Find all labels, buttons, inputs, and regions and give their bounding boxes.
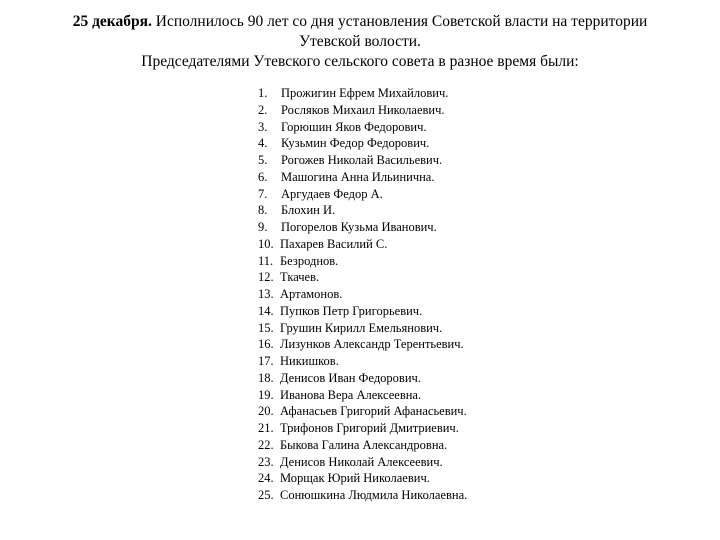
list-item <box>258 403 467 420</box>
list-item <box>258 135 467 152</box>
list-item <box>258 336 467 353</box>
list-item <box>258 119 467 136</box>
list-item-name: Прожигин Ефрем Михайлович. <box>281 86 449 100</box>
list-item <box>258 152 467 169</box>
list-item-name: Иванова Вера Алексеевна. <box>280 387 422 402</box>
list-item-name: Безроднов. <box>280 253 339 268</box>
list-item <box>258 253 467 270</box>
list-item-number: 11. <box>258 253 274 268</box>
list-item-number: 13. <box>258 287 274 301</box>
list-item <box>258 420 467 437</box>
list-item <box>258 286 467 303</box>
list-item <box>258 370 467 387</box>
list-item <box>258 303 467 320</box>
list-item-number: 6. <box>258 169 268 184</box>
list-item-number: 10. <box>258 236 274 251</box>
list-item-number: 2. <box>258 102 268 117</box>
list-item-name: Пупков Петр Григорьевич. <box>280 303 423 318</box>
list-item-name: Горюшин Яков Федорович. <box>281 119 427 134</box>
list-item-name: Лизунков Александр Терентьевич. <box>280 337 464 352</box>
list-item-name: Машогина Анна Ильинична. <box>281 169 435 184</box>
list-item-number: 12. <box>258 270 274 285</box>
list-item-name: Быкова Галина Александровна. <box>280 437 448 452</box>
list-item-number: 23. <box>258 454 274 469</box>
list-item-number: 9. <box>258 220 268 234</box>
anniversary-text: Исполнилось 90 лет со дня установления Советской власти на территории <box>155 13 648 30</box>
list-item-number: 5. <box>258 153 268 167</box>
date-label: 25 декабря. <box>72 13 152 30</box>
list-item <box>258 169 467 186</box>
list-item-number: 15. <box>258 320 274 335</box>
list-item-number: 25. <box>258 488 274 502</box>
list-item-number: 17. <box>258 354 274 368</box>
list-item-number: 19. <box>258 387 274 402</box>
document-heading <box>40 12 680 72</box>
list-item-name: Денисов Николай Алексеевич. <box>280 454 443 469</box>
list-item-name: Ткачев. <box>280 270 320 285</box>
list-item <box>258 470 467 487</box>
chairmen-list <box>258 85 467 504</box>
list-item-name: Рогожев Николай Васильевич. <box>281 153 443 167</box>
list-item <box>258 85 467 102</box>
list-item <box>258 320 467 337</box>
list-item-name: Артамонов. <box>280 287 343 301</box>
list-item <box>258 437 467 454</box>
list-item-name: Афанасьев Григорий Афанасьевич. <box>280 404 467 419</box>
list-item-number: 7. <box>258 186 268 201</box>
list-item <box>258 219 467 236</box>
list-item <box>258 487 467 504</box>
list-item-number: 4. <box>258 136 268 151</box>
heading-line-2: Утевской волости. <box>299 33 421 50</box>
list-item-name: Погорелов Кузьма Иванович. <box>281 220 437 234</box>
list-item-name: Трифонов Григорий Дмитриевич. <box>280 421 459 435</box>
list-item-number: 20. <box>258 404 274 419</box>
list-item-name: Денисов Иван Федорович. <box>280 370 421 385</box>
list-item-name: Сонюшкина Людмила Николаевна. <box>280 488 468 502</box>
list-item-name: Пахарев Василий С. <box>280 236 388 251</box>
list-item-name: Блохин И. <box>281 203 336 218</box>
list-item-name: Росляков Михаил Николаевич. <box>281 102 445 117</box>
list-item-number: 3. <box>258 119 268 134</box>
list-item-number: 18. <box>258 370 274 385</box>
list-item <box>258 236 467 253</box>
list-item <box>258 202 467 219</box>
list-item <box>258 353 467 370</box>
list-item-number: 22. <box>258 437 274 452</box>
list-item <box>258 387 467 404</box>
list-item <box>258 186 467 203</box>
list-item-name: Никишков. <box>280 354 339 368</box>
list-item-number: 21. <box>258 421 274 435</box>
list-item <box>258 454 467 471</box>
list-item-name: Морщак Юрий Николаевич. <box>280 471 430 486</box>
heading-line-3: Председателями Утевского сельского совета в разное время были: <box>141 53 579 70</box>
heading-line-1 <box>40 12 680 32</box>
list-item-name: Аргудаев Федор А. <box>281 186 383 201</box>
list-item <box>258 102 467 119</box>
list-item-number: 16. <box>258 337 274 352</box>
list-item-number: 8. <box>258 203 268 218</box>
list-item-name: Кузьмин Федор Федорович. <box>281 136 430 151</box>
list-item <box>258 269 467 286</box>
list-item-name: Грушин Кирилл Емельянович. <box>280 320 443 335</box>
list-item-number: 14. <box>258 303 274 318</box>
list-item-number: 1. <box>258 86 268 100</box>
list-item-number: 24. <box>258 471 274 486</box>
